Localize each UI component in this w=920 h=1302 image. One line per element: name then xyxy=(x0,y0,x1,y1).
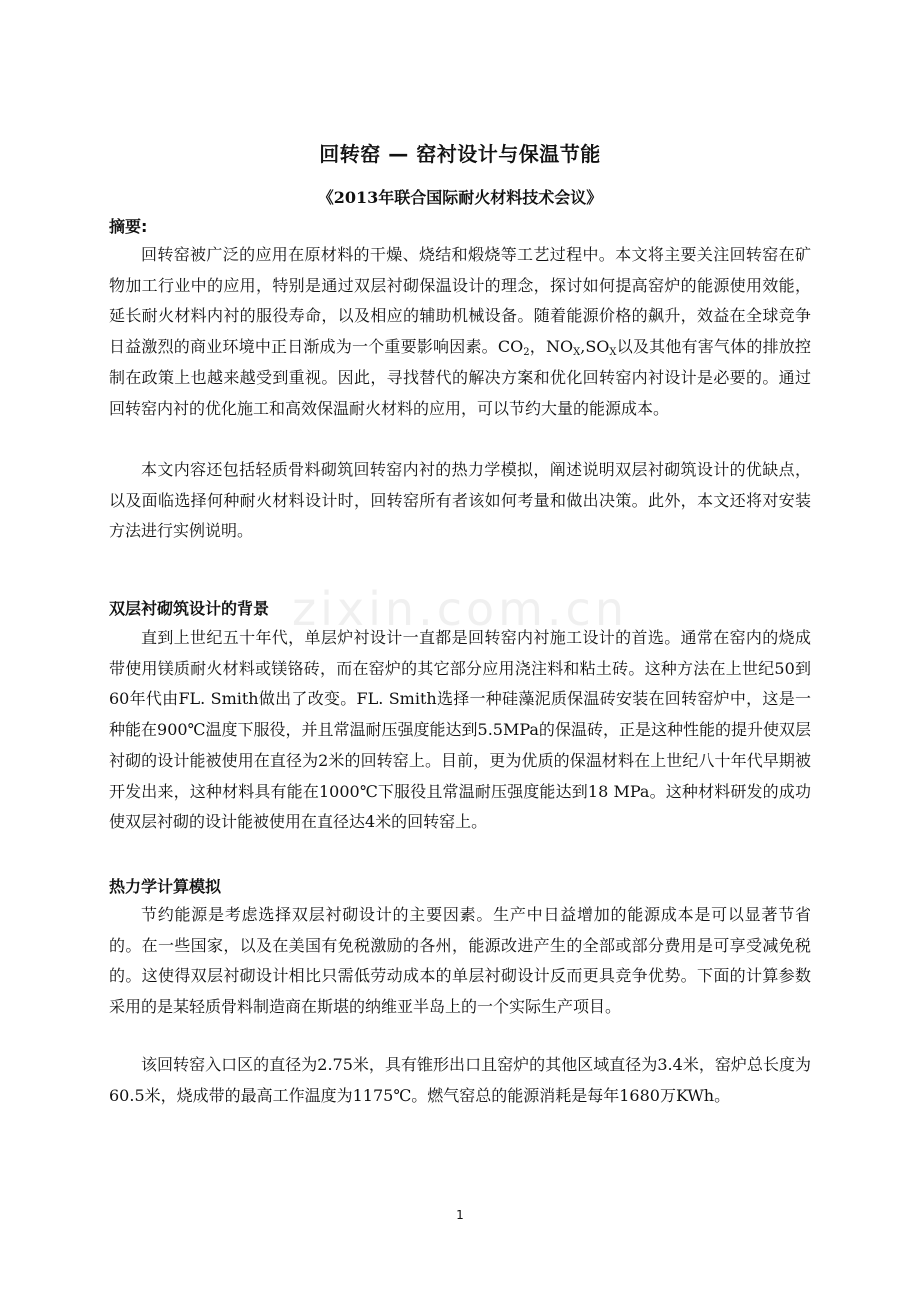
co2-formula: $CO_2$ xyxy=(497,337,530,359)
section-heading-thermal: 热力学计算模拟 xyxy=(109,877,222,896)
nox-formula: $NO_X$ xyxy=(546,337,581,359)
document-title: 回转窑 — 窑衬设计与保温节能 xyxy=(319,142,601,166)
section2-paragraph-1: 节约能源是考虑选择双层衬砌设计的主要因素。生产中日益增加的能源成本是可以显著节省的。在一些国家，以及在美国有免税激励的各州，能源改进产生的全部或部分费用是可享受减免税的。这使得双层衬砌设计相比只需低劳动成本的单层衬砌设计反而更具竞争优势。下面的计算参数采用的是某轻质骨料制造商在斯堪的纳维亚半岛上的一个实际生产项目。 xyxy=(109,905,811,1017)
abstract-paragraph-1: 回转窑被广泛的应用在原材料的干燥、烧结和煅烧等工艺过程中。本文将主要关注回转窑在矿物加工行业中的应用，特别是通过双层衬砌保温设计的理念，探讨如何提高窑炉的能源使用效能，延长耐火材料内衬的服役寿命，以及相应的辅助机械设备。随着能源价格的飙升，效益在全球竞争日益激烈的商业环境中正日渐成为一个重要影响因素。$CO_2$，$NO_X,SO_X$以及其他有害气体的排放控制在政策上也越来越受到重视。因此，寻找替代的解决方案和优化回转窑内衬设计是必要的。通过回转窑内衬的优化施工和高效保温耐火材料的应用，可以节约大量的能源成本。 xyxy=(109,245,811,418)
sox-formula: $SO_X$ xyxy=(585,337,617,359)
abstract-text-b: 以及其他有害气体的排放控制在政策上也越来越受到重视。因此，寻找替代的解决方案和优化回转窑内衬设计是必要的。通过回转窑内衬的优化施工和高效保温耐火材料的应用，可以节约大量的能源成本。 xyxy=(109,337,811,418)
page-number: 1 xyxy=(456,1208,464,1222)
section2-paragraph-2: 该回转窑入口区的直径为2.75米，具有锥形出口且窑炉的其他区域直径为3.4米，窑炉总长度为60.5米，烧成带的最高工作温度为1175℃。燃气窑总的能源消耗是每年1680万KWh。 xyxy=(109,1055,811,1105)
abstract-paragraph-2: 本文内容还包括轻质骨料砌筑回转窑内衬的热力学模拟，阐述说明双层衬砌筑设计的优缺点，以及面临选择何种耐火材料设计时，回转窑所有者该如何考量和做出决策。此外，本文还将对安装方法进行实例说明。 xyxy=(109,460,811,541)
watermark: zixin.com.cn xyxy=(291,582,629,636)
section-heading-background: 双层衬砌筑设计的背景 xyxy=(109,599,270,618)
abstract-heading: 摘要: xyxy=(109,217,148,236)
document-subtitle: 《2013年联合国际耐火材料技术会议》 xyxy=(317,188,603,207)
abstract-text-a: 回转窑被广泛的应用在原材料的干燥、烧结和煅烧等工艺过程中。本文将主要关注回转窑在矿物加工行业中的应用，特别是通过双层衬砌保温设计的理念，探讨如何提高窑炉的能源使用效能，延长耐火材料内衬的服役寿命，以及相应的辅助机械设备。随着能源价格的飙升，效益在全球竞争日益激烈的商业环境中正日渐成为一个重要影响因素。 xyxy=(109,245,811,357)
section1-paragraph: 直到上世纪五十年代，单层炉衬设计一直都是回转窑内衬施工设计的首选。通常在窑内的烧成带使用镁质耐火材料或镁铬砖，而在窑炉的其它部分应用浇注料和粘土砖。这种方法在上世纪50到60年代由FL. Smith做出了改变。FL. Smith选择一种硅藻泥质保温砖安装在回转窑炉中，这是一种能在900℃温度下服役，并且常温耐压强度能达到5.5MPa的保温砖，正是这种性能的提升使双层衬砌的设计能被使用在直径为2米的回转窑上。目前，更为优质的保温材料在上世纪八十年代早期被开发出来，这种材料具有能在1000℃下服役且常温耐压强度能达到18 MPa。这种材料研发的成功使双层衬砌的设计能被使用在直径达4米的回转窑上。 xyxy=(109,628,811,832)
